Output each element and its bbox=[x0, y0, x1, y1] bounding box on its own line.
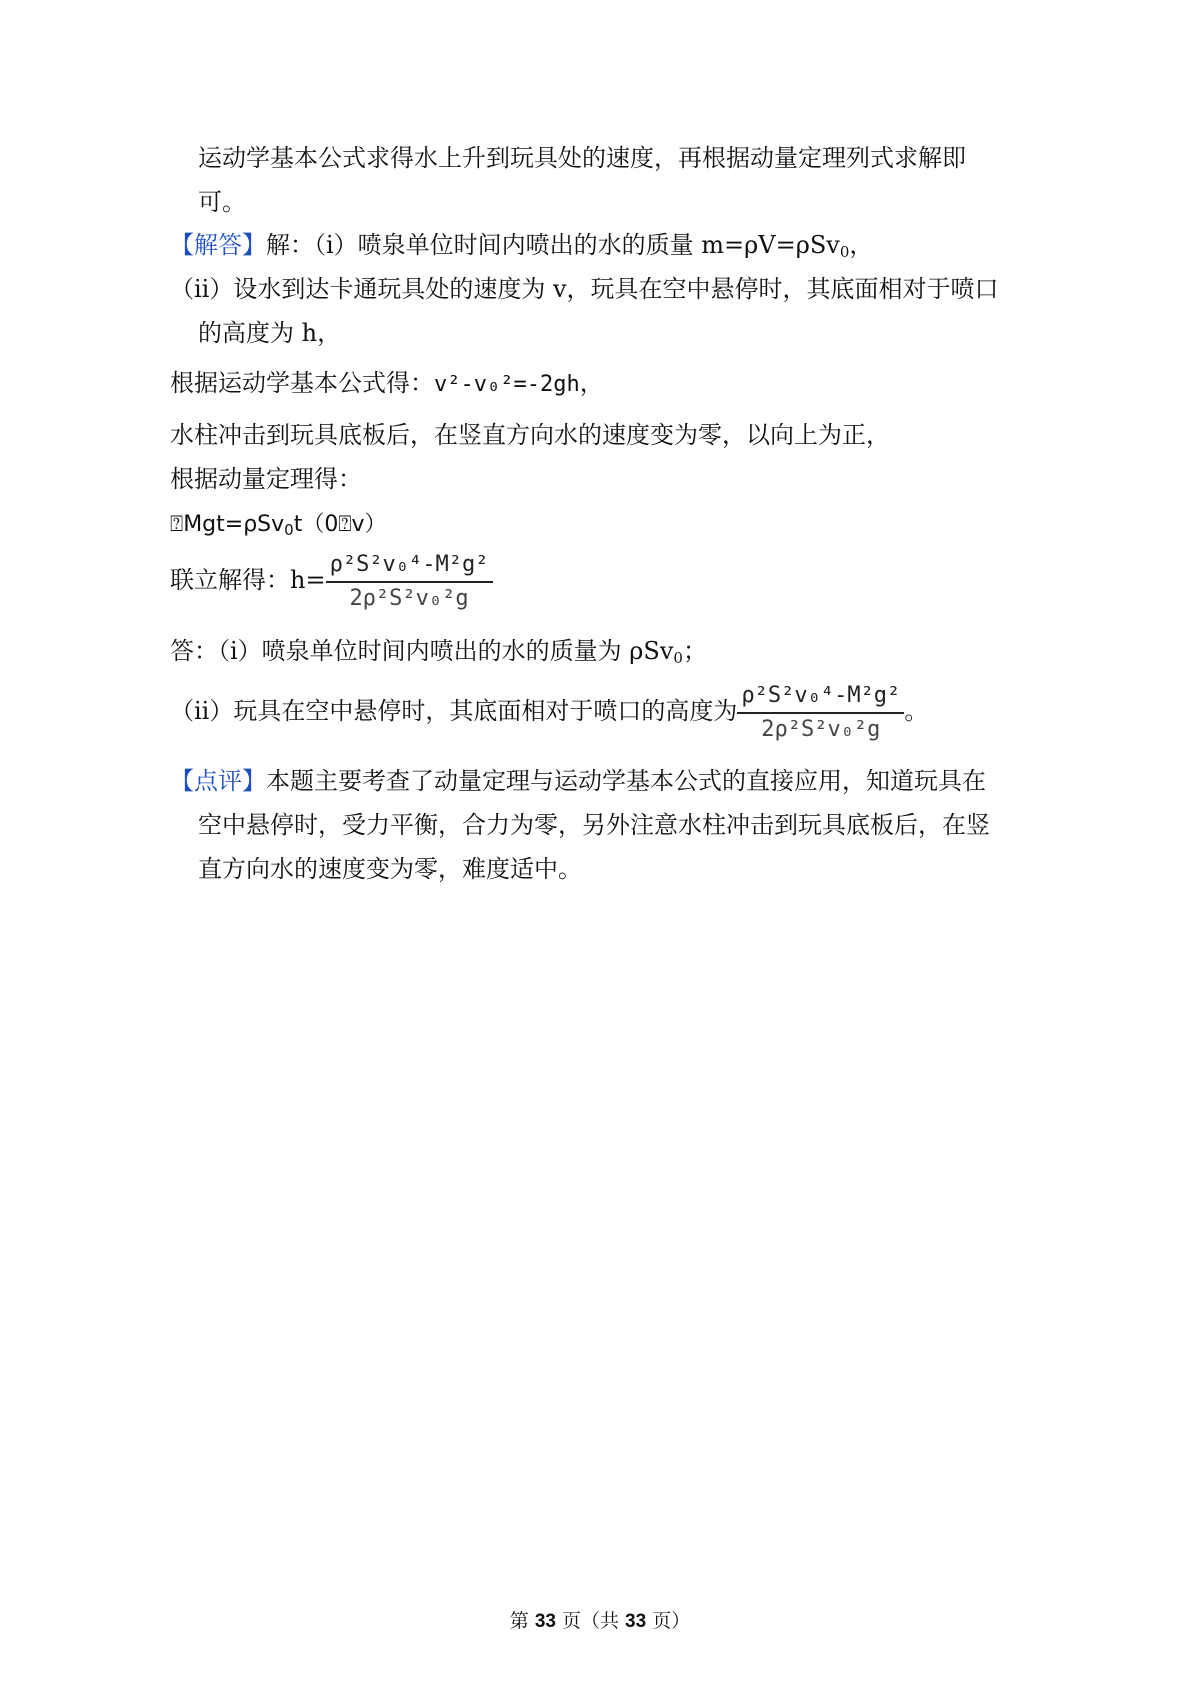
punctuation: 。 bbox=[904, 697, 929, 725]
result-line bbox=[170, 545, 493, 615]
text-line: 根据动量定理得： bbox=[170, 465, 362, 493]
total-pages: 33 bbox=[625, 1611, 647, 1632]
solution-tag: 【解答】 bbox=[170, 231, 266, 259]
height-fraction bbox=[737, 681, 904, 745]
footer-text: 页） bbox=[646, 1610, 691, 1632]
answer-line bbox=[170, 634, 707, 668]
fraction-numerator: ρ²S²v₀⁴-M²g² bbox=[329, 551, 489, 577]
fraction-denominator: 2ρ²S²v₀²g bbox=[349, 585, 469, 611]
text: （ii）玩具在空中悬停时，其底面相对于喷口的高度为 bbox=[170, 697, 738, 725]
text: 答：（i）喷泉单位时间内喷出的水的质量为 ρSv bbox=[170, 637, 674, 665]
text: t（0⍰v） bbox=[293, 512, 387, 537]
fraction-numerator: ρ²S²v₀⁴-M²g² bbox=[741, 682, 901, 708]
text: 根据运动学基本公式得： bbox=[170, 369, 434, 397]
text-line: 空中悬停时，受力平衡，合力为零，另外注意水柱冲击到玩具底板后，在竖 bbox=[198, 811, 990, 839]
text: ⍰Mgt=ρSv bbox=[170, 512, 285, 537]
punctuation: ， bbox=[849, 231, 874, 259]
punctuation: ； bbox=[682, 637, 707, 665]
solution-line bbox=[170, 228, 873, 262]
fraction-bar bbox=[737, 712, 904, 714]
page-footer bbox=[0, 1606, 1200, 1633]
comment-text: 本题主要考查了动量定理与运动学基本公式的直接应用，知道玩具在 bbox=[266, 767, 986, 795]
subscript: 0 bbox=[839, 243, 850, 261]
text-line: 的高度为 h， bbox=[198, 319, 342, 347]
page-number: 33 bbox=[534, 1611, 556, 1632]
momentum-equation bbox=[170, 508, 387, 542]
answer-line bbox=[170, 676, 928, 746]
text-line: 可。 bbox=[198, 188, 246, 216]
punctuation: ， bbox=[579, 369, 604, 397]
kinematics-formula: v²-v₀²=-2gh bbox=[434, 372, 580, 397]
text-line: 水柱冲击到玩具底板后，在竖直方向水的速度变为零，以向上为正， bbox=[170, 421, 890, 449]
footer-text: 第 bbox=[509, 1610, 535, 1632]
comment-tag: 【点评】 bbox=[170, 767, 266, 795]
subscript: 0 bbox=[284, 521, 294, 539]
subscript: 0 bbox=[673, 649, 683, 667]
comment-line bbox=[170, 764, 986, 798]
fraction-bar bbox=[326, 581, 493, 583]
solution-text: 解：（i）喷泉单位时间内喷出的水的质量 m=ρV=ρSv bbox=[266, 231, 840, 259]
text-line: （ii）设水到达卡通玩具处的速度为 v，玩具在空中悬停时，其底面相对于喷口 bbox=[170, 275, 999, 303]
height-fraction bbox=[326, 550, 493, 614]
text-line: 直方向水的速度变为零，难度适中。 bbox=[198, 855, 582, 883]
kinematics-line bbox=[170, 366, 604, 402]
text: 联立解得：h= bbox=[170, 566, 326, 594]
footer-text: 页（共 bbox=[555, 1610, 626, 1632]
text-line: 运动学基本公式求得水上升到玩具处的速度，再根据动量定理列式求解即 bbox=[198, 144, 966, 172]
fraction-denominator: 2ρ²S²v₀²g bbox=[761, 716, 881, 742]
